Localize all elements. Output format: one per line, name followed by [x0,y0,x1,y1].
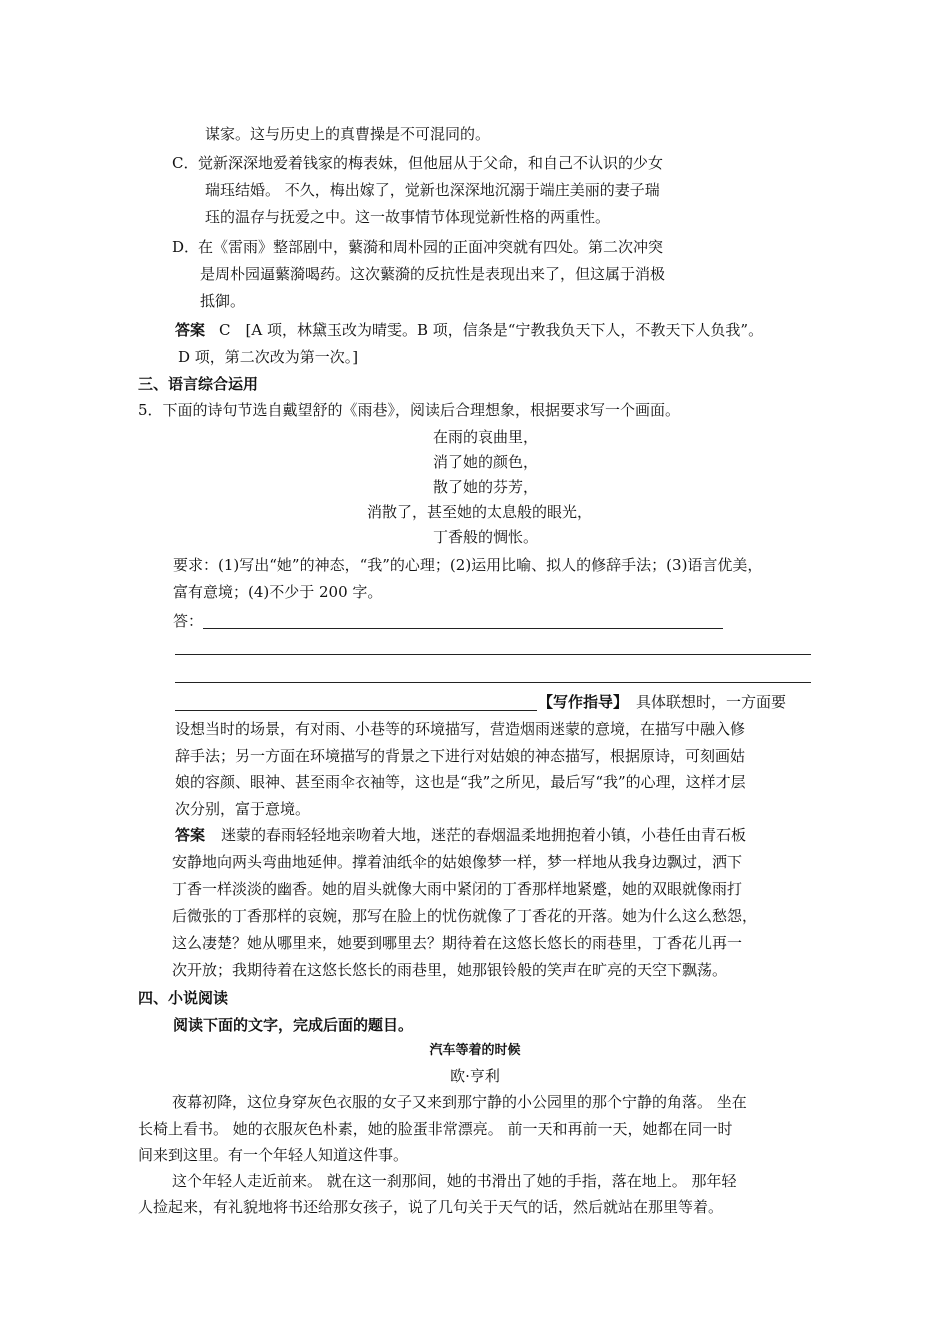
option-d-label: D． [172,238,200,256]
story-title: 汽车等着的时候 [429,1043,521,1058]
writing-guide-text: 具体联想时，一方面要 [636,693,787,711]
option-b-tail: 谋家。这与历史上的真曹操是不可混同的。 [205,125,491,143]
option-d-line: 是周朴园逼蘩漪喝药。这次蘩漪的反抗性是表现出来了，但这属于消极 [200,265,666,283]
answer-blank-line [175,710,537,711]
instruction: 阅读下面的文字，完成后面的题目。 [173,1016,414,1034]
model-answer-label: 答案 [175,826,206,844]
option-c-line: 觉新深深地爱着钱家的梅表妹，但他屈从于父命，和自己不认识的少女 [198,154,664,172]
option-c-line: 珏的温存与抚爱之中。这一故事情节体现觉新性格的两重性。 [205,208,611,226]
story-paragraph-line: 间来到这里。有一个年轻人知道这件事。 [138,1146,409,1164]
writing-guide-line: 娘的容颜、眼神、甚至雨伞衣袖等，这也是“我”之所见，最后写“我”的心理，这样才层 [175,773,746,791]
answer-blank-line [175,654,811,655]
answer-prompt: 答： [173,612,204,630]
question-5 [138,400,680,420]
answer-blank-line [175,682,811,683]
story-paragraph-line: 这个年轻人走近前来。 就在这一刹那间，她的书滑出了她的手指，落在地上。 那年轻 [172,1172,737,1190]
poem-line: 丁香般的惆怅。 [433,528,539,546]
writing-guide-line: 设想当时的场景，有对雨、小巷等的环境描写，营造烟雨迷蒙的意境，在描写中融入修 [175,720,746,738]
option-c-line: 瑞珏结婚。 不久，梅出嫁了，觉新也深深地沉溺于端庄美丽的妻子瑞 [205,181,660,199]
poem-line: 在雨的哀曲里， [433,428,539,446]
answer-blank-line [203,628,723,629]
section-heading: 三、语言综合运用 [138,375,259,393]
model-answer-line: 次开放；我期待着在这悠长悠长的雨巷里，她那银铃般的笑声在旷亮的天空下飘荡。 [172,961,728,979]
poem-line: 消散了，甚至她的太息般的眼光， [367,503,593,521]
writing-guide-line: 次分别，富于意境。 [175,800,311,818]
option-d-line: 抵御。 [200,292,246,310]
model-answer-line: 后微张的丁香那样的哀婉，那写在脸上的忧伤就像了丁香花的开落。她为什么这么愁怨， [172,907,758,925]
answer-text: C [A 项，林黛玉改为晴雯。B 项，信条是“宁教我负天下人，不教天下人负我”。 [219,321,764,339]
writing-guide-line: 辞手法；另一方面在环境描写的背景之下进行对姑娘的神态描写，根据原诗，可刻画姑 [175,747,746,765]
option-d-line: 在《雷雨》整部剧中，蘩漪和周朴园的正面冲突就有四处。第二次冲突 [198,238,664,256]
model-answer-text: 迷蒙的春雨轻轻地亲吻着大地，迷茫的春烟温柔地拥抱着小镇，小巷任由青石板 [221,826,747,844]
writing-guide-label: 【写作指导】 [538,693,629,711]
story-author: 欧·亨利 [450,1067,500,1085]
model-answer-line: 安静地向两头弯曲地延伸。撑着油纸伞的姑娘像梦一样，梦一样地从我身边飘过，洒下 [172,853,743,871]
model-answer-line: 丁香一样淡淡的幽香。她的眉头就像大雨中紧闭的丁香那样地紧蹙，她的双眼就像雨打 [172,880,743,898]
requirement-line: 富有意境；(4)不少于 200 字。 [173,583,383,601]
story-paragraph-line: 夜幕初降，这位身穿灰色衣服的女子又来到那宁静的小公园里的那个宁静的角落。 坐在 [172,1093,747,1111]
option-c-label: C． [172,154,199,172]
model-answer-line: 这么凄楚？她从哪里来，她要到哪里去？期待着在这悠长悠长的雨巷里，丁香花儿再一 [172,934,743,952]
poem-line: 消了她的颜色， [433,453,539,471]
section-heading: 四、小说阅读 [138,989,229,1007]
question-text: 下面的诗句节选自戴望舒的《雨巷》，阅读后合理想象，根据要求写一个画面。 [162,401,681,419]
story-paragraph-line: 人捡起来，有礼貌地将书还给那女孩子，说了几句关于天气的话，然后就站在那里等着。 [138,1198,724,1216]
story-paragraph-line: 长椅上看书。 她的衣服灰色朴素，她的脸蛋非常漂亮。 前一天和再前一天，她都在同一时 [138,1120,733,1138]
writing-guide-first [538,692,786,712]
requirement-line: 要求：(1)写出“她”的神态，“我”的心理；(2)运用比喻、拟人的修辞手法；(3)语言优美， [173,556,763,574]
answer-label: 答案 [175,321,206,339]
answer-line [175,320,763,340]
poem-line: 散了她的芬芳， [433,478,539,496]
model-answer-first [175,825,746,845]
question-number: 5． [138,401,163,419]
answer-text: D 项，第二次改为第一次。] [178,348,359,366]
